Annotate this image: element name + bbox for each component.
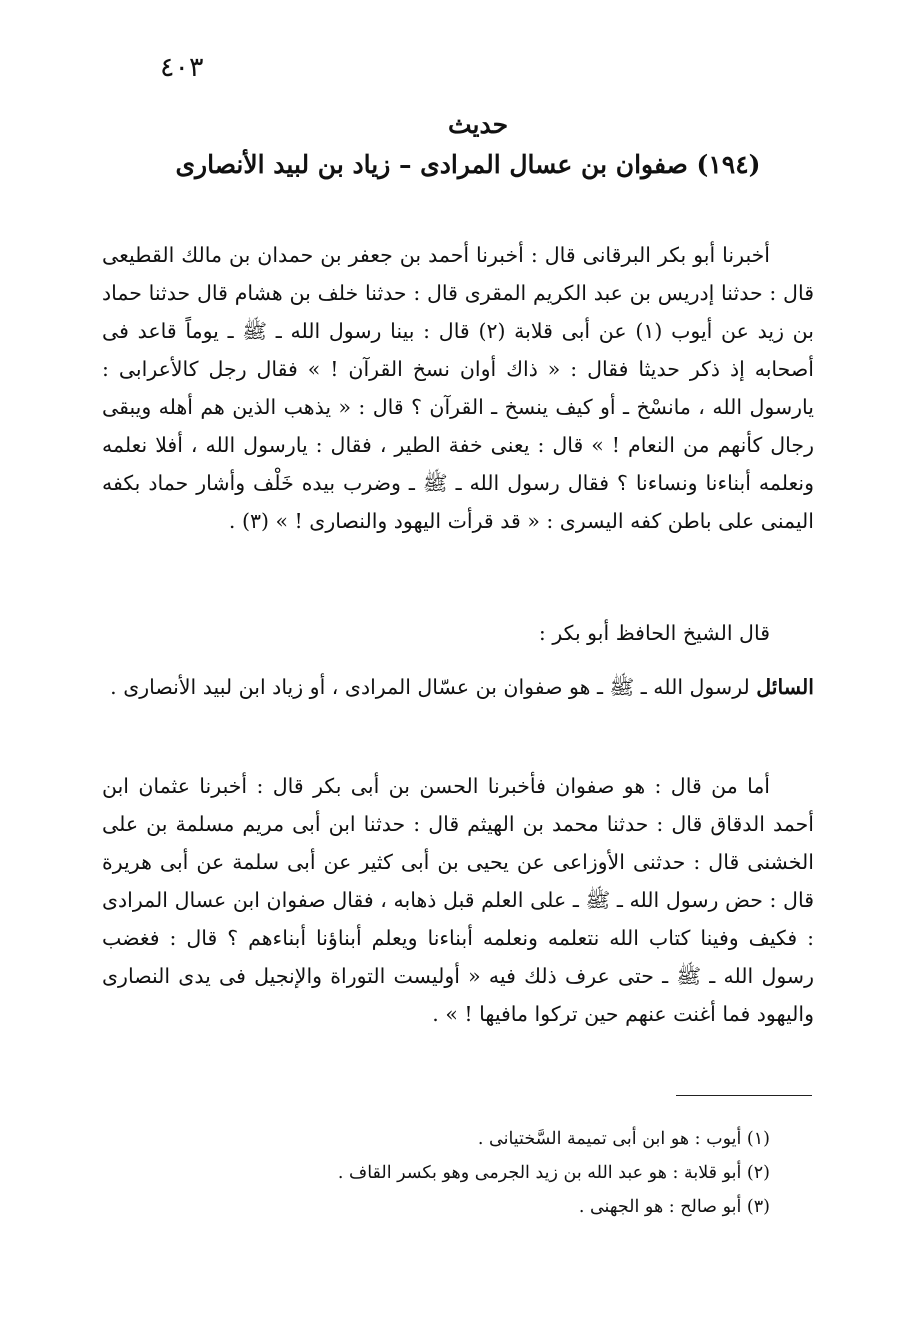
paragraph-text: أخبرنا أبو بكر البرقانى قال : أخبرنا أحمد بن جعفر بن حمدان بن مالك القطيعى قال : حدثنا إدريس بن عبد الكريم المقرى قال : حدثنا خلف بن هشام قال حدثنا حماد بن زيد عن أيوب (١) عن أبى قلابة (٢) قال : بينا رسول الله ـ ﷺ ـ يوماً قاعد فى أصحابه إذ ذكر حديثا فقال : « ذاك أوان نسخ القرآن ! » فقال رجل كالأعرابى : يارسول الله ، مانسْخ ـ أو كيف ينسخ ـ القرآن ؟ قال : « يذهب الذين هم أهله ويبقى رجال كأنهم من النعام ! » قال : يعنى خفة الطير ، فقال : يارسول الله ، أفلا نعلمه ونعلمه أبناءنا ونساءنا ؟ فقال رسول الله ـ ﷺ ـ وضرب بيده خَلْف وأشار حماد بكفه اليمنى على باطن كفه اليسرى : « قد قرأت اليهود والنصارى ! » (٣) .: [102, 243, 814, 533]
section-heading: حديث: [447, 110, 509, 139]
page-number: ٤٠٣: [160, 52, 204, 83]
footnote-3: (٣) أبو صالح : هو الجهنى .: [578, 1197, 770, 1217]
paragraph-text: لرسول الله ـ ﷺ ـ هو صفوان بن عسّال المرادى ، أو زياد ابن لبيد الأنصارى .: [110, 675, 757, 699]
paragraph-safwan-narration: [102, 767, 814, 1033]
footnote-2: (٢) أبو قلابة : هو عبد الله بن زيد الجرمى وهو بكسر القاف .: [337, 1163, 770, 1183]
paragraph-text: أما من قال : هو صفوان فأخبرنا الحسن بن أبى بكر قال : أخبرنا عثمان ابن أحمد الدقاق قال : حدثنا محمد بن الهيثم قال : حدثنا ابن أبى مريم مسلمة بن على الخشنى قال : حدثنى الأوزاعى عن يحيى بن أبى كثير عن أبى سلمة عن أبى هريرة قال : حض رسول الله ـ ﷺ ـ على العلم قبل ذهابه ، فقال صفوان ابن عسال المرادى : فكيف وفينا كتاب الله نتعلمه ونعلمه أبناءنا ويعلم أبناؤنا أبناءهم ؟ قال : فغضب رسول الله ـ ﷺ ـ حتى عرف ذلك فيه « أوليست التوراة والإنجيل فى يدى النصارى واليهود فما أغنت عنهم حين تركوا مافيها ! » .: [102, 774, 814, 1026]
paragraph-text: قال الشيخ الحافظ أبو بكر :: [538, 621, 770, 645]
hadith-title: (١٩٤) صفوان بن عسال المرادى – زياد بن لبيد الأنصارى: [175, 150, 761, 179]
footnote-divider: [676, 1095, 812, 1096]
footnote-1: (١) أيوب : هو ابن أبى تميمة السَّختيانى .: [477, 1129, 770, 1149]
paragraph-sheikh-note: [102, 614, 814, 652]
paragraph-questioner: [102, 668, 814, 706]
paragraph-isnad: [102, 236, 814, 540]
bold-keyword: السائل: [756, 675, 814, 699]
footnotes: [300, 1122, 770, 1224]
